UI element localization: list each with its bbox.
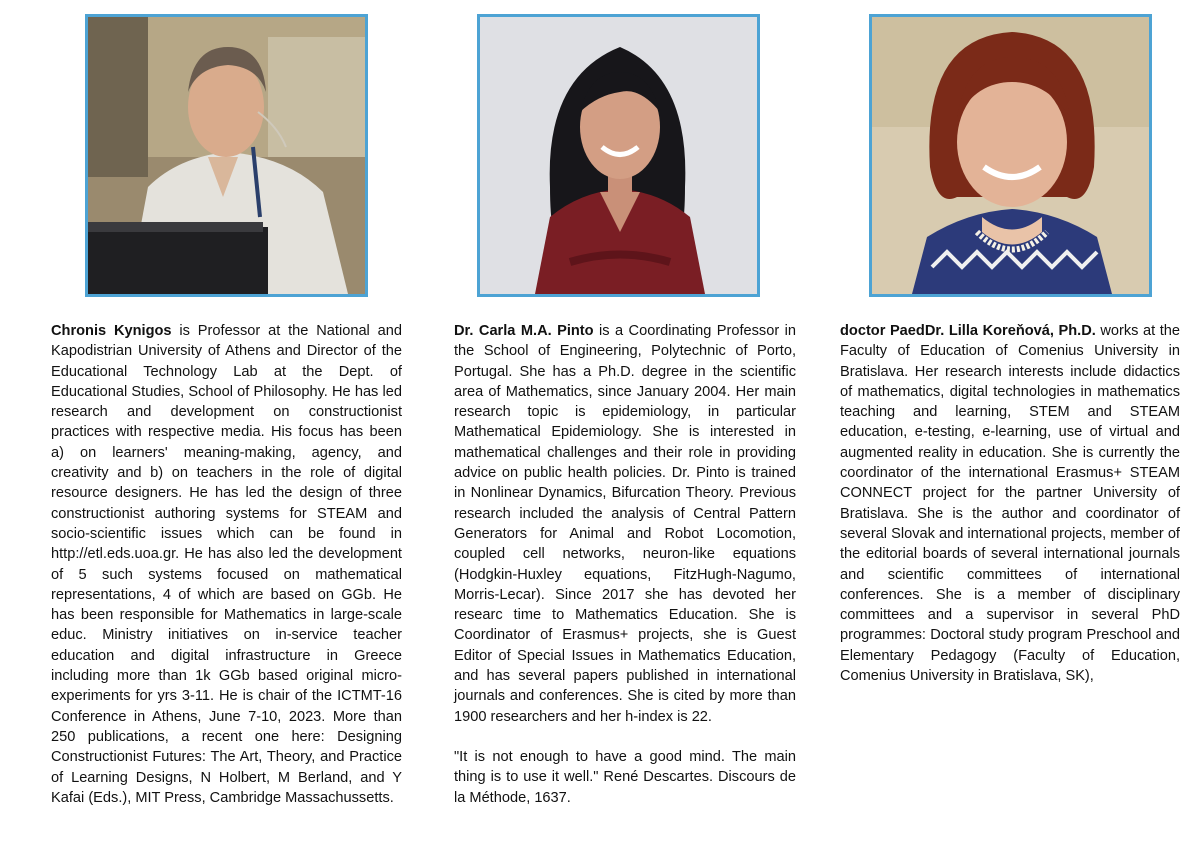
photo-carla-pinto xyxy=(477,14,760,297)
bio-paragraph xyxy=(840,321,1180,686)
bio-chronis-kynigos xyxy=(51,321,402,808)
photo-chronis-kynigos xyxy=(85,14,368,297)
person-name: Chronis Kynigos xyxy=(51,323,172,339)
bio-lilla-korenova xyxy=(840,321,1180,686)
bio-paragraph xyxy=(454,321,796,727)
person-name: Dr. Carla M.A. Pinto xyxy=(454,323,594,339)
bio-text: is a Coordinating Professor in the School of Engineering, Polytechnic of Porto, Portugal. She has a Ph.D. degree in the scientific area of Mathematics, since January 2004. Her main research topic is epidemiology, in particular Mathematical Epidemiology. She is interested in mathematical challenges and their role in providing advice on public health policies. Dr. Pinto is trained in Nonlinear Dynamics, Bifurcation Theory. Previous research included the analysis of Central Pattern Generators for Animal and Robot Locomotion, coupled cell networks, neuron-like equations (Hodgkin-Huxley equations, FitzHugh-Nagumo, Morris-Lecar). Since 2017 she has devoted her researc time to Mathematics Education. She is Coordinator of Erasmus+ projects, she is Guest Editor of Special Issues in Mathematics Education, and has several papers published in international journals and conferences. She is cited by more than 1900 researchers and her h-index is 22. xyxy=(454,323,796,725)
bio-text: is Professor at the National and Kapodistrian University of Athens and Director of the Educational Technology Lab at the Dept. of Educational Studies, School of Philosophy. He has led research and development on constructionist practices with respective media. His focus has been a) on learners' meaning-making, agency, and creativity and b) on teachers in the role of digital resource designers. He has led the design of three constructionist authoring systems for STEAM and socio-scientific issues which can be found in http://etl.eds.uoa.gr. He has also led the development of 5 such systems focused on mathematical representations, 4 of which are based on GGb. He has been responsible for Mathematics in large-scale educ. Ministry initiatives on in-service teacher education and digital infrastructure in Greece including more than 1k GGb based original micro-experiments for yrs 3-11. He is chair of the ICTMT-16 Conference in Athens, June 7-10, 2023. More than 250 publications, a recent one here: Designing Constructionist Futures: The Art, Theory, and Practice of Learning Designs, N Holbert, M Berland, and Y Kafai (Eds.), MIT Press, Cambridge Massachussetts. xyxy=(51,323,402,806)
bio-paragraph xyxy=(51,321,402,808)
bio-text: works at the Faculty of Education of Comenius University in Bratislava. Her research interests include didactics of mathematics, digital technologies in mathematics teaching and learning, STEM and STEAM education, e-testing, e-learning, use of virtual and augmented reality in education. She is currently the coordinator of the international Erasmus+ STEAM CONNECT project for the partner University of Bratislava. She is the author and coordinator of several Slovak and international projects, member of the editorial boards of several international journals and scientific committees of international conferences. She is a member of disciplinary committees and a supervisor in several PhD programmes: Doctoral study program Preschool and Elementary Pedagogy (Faculty of Education, Comenius University in Bratislava, SK), xyxy=(840,323,1181,685)
bio-carla-pinto xyxy=(454,321,796,808)
photo-lilla-korenova xyxy=(869,14,1152,297)
person-name: doctor PaedDr. Lilla Koreňová, Ph.D. xyxy=(840,323,1096,339)
quote: "It is not enough to have a good mind. The main thing is to use it well." René Descartes. Discours de la Méthode, 1637. xyxy=(454,748,796,806)
